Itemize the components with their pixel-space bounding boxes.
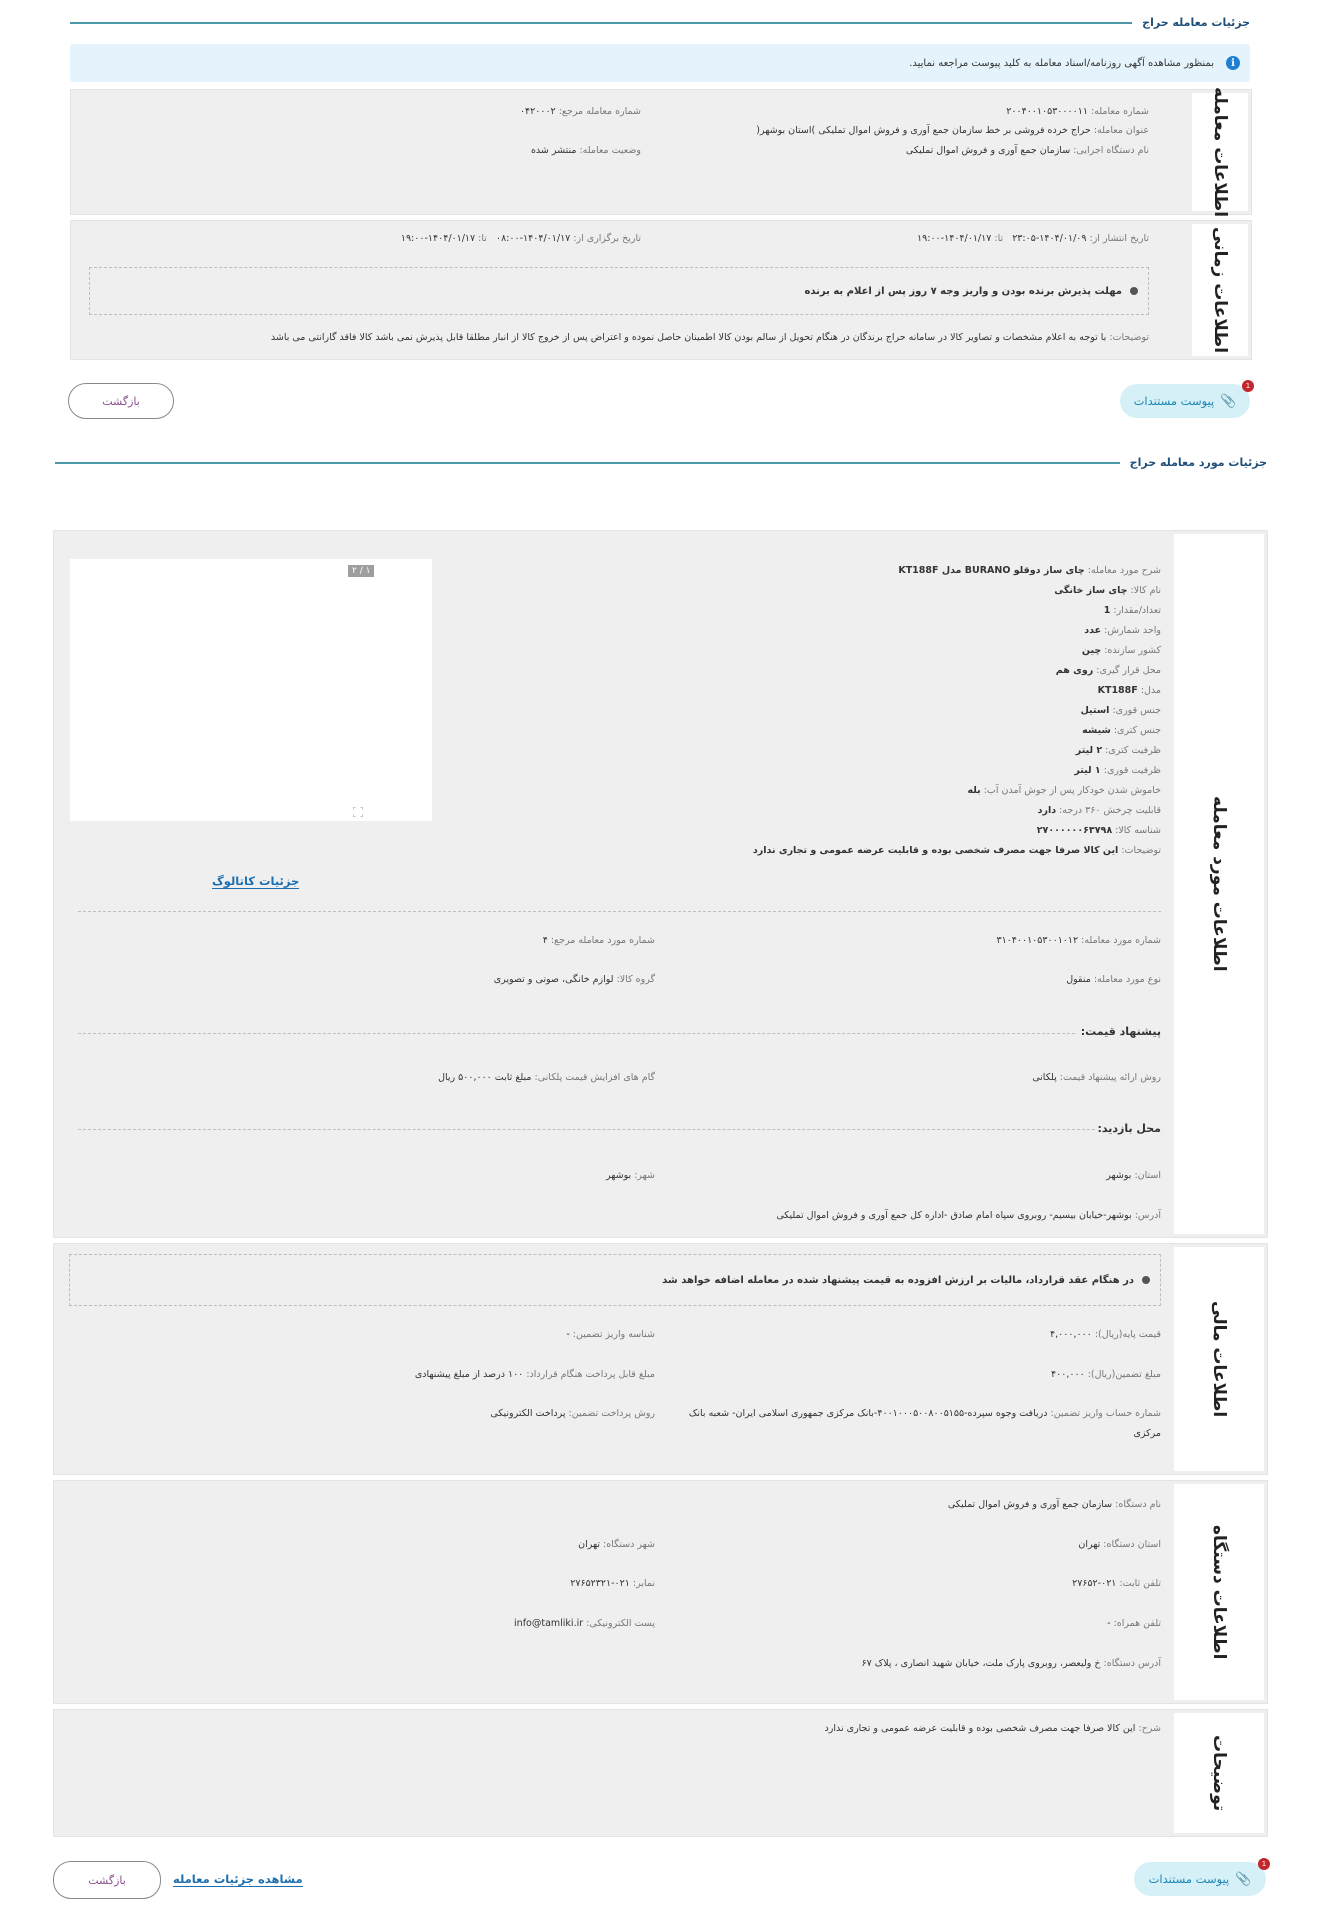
deal-info-label: اطلاعات معامله bbox=[1189, 90, 1251, 214]
device-province: استان دستگاه: تهران bbox=[1078, 1539, 1161, 1550]
deal-number: شماره معامله: ۲۰۰۴۰۰۱۰۵۳۰۰۰۰۱۱ bbox=[1006, 106, 1149, 117]
attachment-notice bbox=[70, 44, 1250, 82]
guarantee-amount: مبلغ تضمین(ریال): ۴۰۰,۰۰۰ bbox=[1051, 1369, 1161, 1380]
visit-city: شهر: بوشهر bbox=[606, 1170, 655, 1181]
notes-description: شرح: این کالا صرفا جهت مصرف شخصی بوده و قابلیت عرضه عمومی و تجاری ندارد bbox=[824, 1723, 1161, 1734]
paperclip-icon: 📎 bbox=[1220, 393, 1237, 409]
attachments-button[interactable] bbox=[1120, 384, 1250, 418]
view-deal-details-link[interactable]: مشاهده جزئیات معامله bbox=[173, 1872, 303, 1886]
attachment-count-badge: 1 bbox=[1242, 380, 1254, 392]
price-offer-heading: پیشنهاد قیمت: bbox=[1080, 1025, 1161, 1038]
guarantee-account-cont: مرکزی bbox=[1133, 1428, 1161, 1439]
item-type: نوع مورد معامله: منقول bbox=[1066, 974, 1161, 985]
hold-date: تاریخ برگزاری از: ۱۴۰۴/۰۱/۱۷-۰۸:۰۰ تا: ۱۴۰۴/۰۱/۱۷-۱۹:۰۰ bbox=[400, 233, 641, 244]
item-spec-row: محل قرار گیری: روی هم bbox=[1055, 665, 1161, 676]
back-button[interactable]: بازگشت bbox=[68, 383, 174, 419]
deal-ref-number: شماره معامله مرجع: ۰۴۲۰۰۰۲ bbox=[519, 106, 641, 117]
catalog-details-link[interactable]: جزئیات کاتالوگ bbox=[212, 874, 300, 888]
item-ref-number: شماره مورد معامله مرجع: ۴ bbox=[542, 935, 655, 946]
item-spec-row: ظرفیت کتری: ۲ لیتر bbox=[1075, 745, 1161, 756]
item-spec-row: شناسه کالا: ۲۷۰۰۰۰۰۰۶۳۷۹۸ bbox=[1036, 825, 1161, 836]
deadline-box bbox=[89, 267, 1149, 315]
device-address: آدرس دستگاه: خ ولیعصر، روبروی پارک ملت، خیابان شهید انصاری ، پلاک ۶۷ bbox=[861, 1658, 1161, 1669]
device-info-panel bbox=[53, 1480, 1268, 1704]
divider bbox=[78, 911, 1161, 912]
finance-info-label: اطلاعات مالی bbox=[1171, 1244, 1267, 1474]
divider bbox=[55, 462, 1120, 464]
base-price: قیمت پایه(ریال): ۴,۰۰۰,۰۰۰ bbox=[1050, 1329, 1161, 1340]
device-phone: تلفن ثابت: ۰۲۱-۲۷۶۵۲ bbox=[1072, 1578, 1161, 1589]
deal-title: عنوان معامله: حراج خرده فروشی بر خط سازمان جمع آوری و فروش اموال تملیکی )استان بوشهر( bbox=[756, 125, 1149, 136]
bullet bbox=[1130, 287, 1138, 295]
vat-notice-box bbox=[69, 1254, 1161, 1306]
offer-method: روش ارائه پیشنهاد قیمت: پلکانی bbox=[1032, 1072, 1161, 1083]
attachments-button-bottom[interactable] bbox=[1134, 1862, 1266, 1896]
device-city: شهر دستگاه: تهران bbox=[578, 1539, 655, 1550]
visit-province: استان: بوشهر bbox=[1106, 1170, 1161, 1181]
item-info-panel bbox=[53, 530, 1268, 1238]
device-name: نام دستگاه: سازمان جمع آوری و فروش اموال تملیکی bbox=[947, 1499, 1161, 1510]
finance-info-panel bbox=[53, 1243, 1268, 1475]
section-title: جزئیات مورد معامله حراج bbox=[1129, 456, 1267, 469]
guarantee-method: روش پرداخت تضمین: پرداخت الکترونیکی bbox=[490, 1408, 655, 1419]
price-step: گام های افزایش قیمت پلکانی: مبلغ ثابت ۵۰۰,۰۰۰ ریال bbox=[438, 1072, 655, 1083]
item-details-header bbox=[55, 456, 1267, 469]
deal-status: وضعیت معامله: منتشر شده bbox=[530, 145, 641, 156]
publish-date: تاریخ انتشار از: ۱۴۰۴/۰۱/۰۹-۲۳:۰۵ تا: ۱۴۰۴/۰۱/۱۷-۱۹:۰۰ bbox=[917, 233, 1149, 244]
guarantee-account: شماره حساب واریز تضمین: دریافت وجوه سپرده-۴۰۰۱۰۰۰۵۰۰۸۰۰۵۱۵۵-بانک مرکزی جمهوری اسلامی ایران- شعبه بانک bbox=[688, 1408, 1161, 1419]
device-fax: نمابر: ۰۲۱-۲۷۶۵۲۳۲۱ bbox=[570, 1578, 655, 1589]
time-description: توضیحات: با توجه به اعلام مشخصات و تصاویر کالا در سامانه حراج برندگان در هنگام تحویل از سالم بودن کالا اطمینان حاصل نموده و اعتراض پس از خروج کالا از انبار مطلقا قابل پذیرش نمی باشد کالا فاقد گارانتی می باشد bbox=[270, 332, 1149, 343]
item-spec-row: نام کالا: چای ساز خانگی bbox=[1054, 585, 1161, 596]
info-icon: i bbox=[1226, 56, 1240, 70]
deadline-text: مهلت پذیرش برنده بودن و واریز وجه ۷ روز پس از اعلام به برنده bbox=[804, 285, 1122, 297]
contract-payment: مبلغ قابل پرداخت هنگام قرارداد: ۱۰۰ درصد از مبلغ پیشنهادی bbox=[414, 1369, 655, 1380]
bullet bbox=[1142, 1276, 1150, 1284]
image-counter: ۱ / ۲ bbox=[348, 565, 374, 577]
section-title: جزئیات معامله حراج bbox=[1142, 16, 1250, 29]
guarantee-id: شناسه واریز تضمین: - bbox=[566, 1329, 655, 1340]
divider bbox=[70, 22, 1132, 24]
item-info-label: اطلاعات مورد معامله bbox=[1171, 531, 1267, 1237]
visit-location-heading: محل بازدید: bbox=[1097, 1122, 1161, 1135]
back-button-bottom[interactable]: بازگشت bbox=[53, 1861, 161, 1899]
divider bbox=[78, 1033, 1075, 1034]
item-spec-row: توضیحات: این کالا صرفا جهت مصرف شخصی بوده و قابلیت عرضه عمومی و تجاری ندارد bbox=[752, 845, 1161, 856]
notes-label: توضیحات bbox=[1171, 1710, 1267, 1836]
attachments-label: پیوست مستندات bbox=[1148, 1872, 1230, 1886]
item-spec-row: خاموش شدن خودکار پس از جوش آمدن آب: بله bbox=[967, 785, 1161, 796]
divider bbox=[78, 1129, 1095, 1130]
vat-notice-text: در هنگام عقد قرارداد، مالیات بر ارزش افزوده به قیمت پیشنهاد شده در معامله اضافه خواهد شد bbox=[662, 1274, 1134, 1286]
attachment-count-badge: 1 bbox=[1258, 1858, 1270, 1870]
item-group: گروه کالا: لوازم خانگی، صوتی و تصویری bbox=[493, 974, 655, 985]
item-spec-row: واحد شمارش: عدد bbox=[1084, 625, 1161, 636]
item-image[interactable] bbox=[70, 559, 432, 821]
device-mobile: تلفن همراه: - bbox=[1107, 1618, 1161, 1629]
device-info-label: اطلاعات دستگاه bbox=[1171, 1481, 1267, 1703]
notes-panel bbox=[53, 1709, 1268, 1837]
paperclip-icon: 📎 bbox=[1235, 1871, 1252, 1887]
item-spec-row: مدل: KT188F bbox=[1097, 685, 1161, 696]
visit-address: آدرس: بوشهر-خیابان بیسیم- روبروی سپاه امام صادق -اداره کل جمع آوری و فروش اموال تملیکی bbox=[776, 1210, 1161, 1221]
item-spec-row: کشور سازنده: چین bbox=[1081, 645, 1161, 656]
item-spec-row: جنس کتری: شیشه bbox=[1082, 725, 1161, 736]
time-info-panel bbox=[70, 220, 1252, 360]
item-spec-row: قابلیت چرخش ۳۶۰ درجه: دارد bbox=[1037, 805, 1161, 816]
item-spec-row: جنس قوری: استیل bbox=[1080, 705, 1161, 716]
item-spec-row: شرح مورد معامله: چای ساز دوقلو BURANO مدل KT188F bbox=[898, 565, 1161, 576]
auction-details-header bbox=[70, 16, 1250, 29]
item-spec-row: تعداد/مقدار: 1 bbox=[1103, 605, 1161, 616]
deal-org: نام دستگاه اجرایی: سازمان جمع آوری و فروش اموال تملیکی bbox=[905, 145, 1149, 156]
item-number: شماره مورد معامله: ۳۱۰۴۰۰۱۰۵۳۰۰۱۰۱۲ bbox=[996, 935, 1161, 946]
device-email: پست الکترونیکی: info@tamliki.ir bbox=[514, 1618, 655, 1629]
notice-text: بمنظور مشاهده آگهی روزنامه/اسناد معامله به کلید پیوست مراجعه نمایید. bbox=[909, 57, 1214, 69]
item-spec-row: ظرفیت قوری: ۱ لیتر bbox=[1074, 765, 1161, 776]
deal-info-panel bbox=[70, 86, 1252, 218]
expand-icon[interactable] bbox=[353, 807, 363, 817]
attachments-label: پیوست مستندات bbox=[1133, 394, 1215, 408]
time-info-label: اطلاعات زمانی bbox=[1189, 221, 1251, 359]
